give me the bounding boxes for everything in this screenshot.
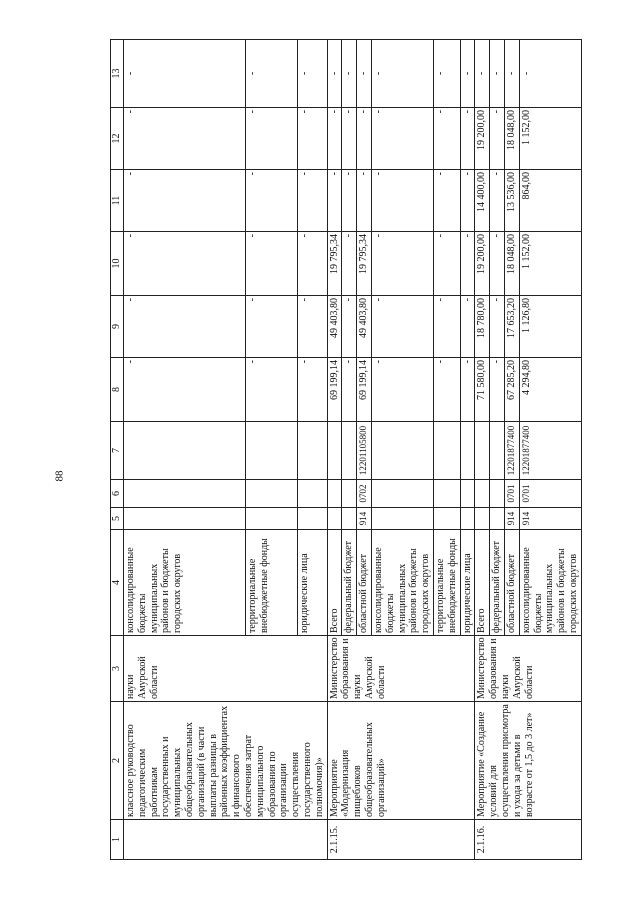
cell-c12: - — [327, 108, 342, 170]
cell-c12: - — [433, 108, 460, 170]
cell-c11: - — [357, 170, 372, 232]
cell-c11: - — [327, 170, 342, 232]
column-number: 13 — [111, 40, 124, 108]
cell-c8: - — [433, 358, 460, 422]
budget-table-sheet — [110, 40, 630, 860]
cell-c5 — [246, 508, 298, 530]
funding-source: Всего — [327, 530, 342, 636]
cell-c7 — [327, 422, 342, 480]
cell-c10: 19 795,34 — [357, 232, 372, 296]
cell-c5: 914 — [519, 508, 581, 530]
cell-c8: - — [298, 358, 327, 422]
cell-c7: 12201877400 — [504, 422, 519, 480]
cell-c10: - — [490, 232, 505, 296]
cell-c11: - — [342, 170, 357, 232]
cell-c5 — [433, 508, 460, 530]
cell-c13: - — [490, 40, 505, 108]
column-number: 1 — [111, 820, 124, 860]
cell-c5 — [475, 508, 490, 530]
column-number: 6 — [111, 480, 124, 508]
funding-source: консолидированные бюджеты муниципальных районов и бюджеты городских округов — [371, 530, 433, 636]
cell-c6 — [371, 480, 433, 508]
cell-c8: 69 199,14 — [357, 358, 372, 422]
cell-c10: 18 048,00 — [504, 232, 519, 296]
cell-c8: - — [490, 358, 505, 422]
cell-c8: 69 199,14 — [327, 358, 342, 422]
cell-c12: 19 200,00 — [475, 108, 490, 170]
column-number: 12 — [111, 108, 124, 170]
cell-c12: - — [460, 108, 475, 170]
cell-c7 — [342, 422, 357, 480]
cell-c8: - — [460, 358, 475, 422]
column-number: 11 — [111, 170, 124, 232]
funding-source: федеральный бюджет — [342, 530, 357, 636]
event-executor: Министерство образования и науки Амурской области — [475, 636, 581, 702]
cell-c9: 1 126,80 — [519, 296, 581, 358]
cell-c5 — [124, 508, 246, 530]
funding-source: областной бюджет — [357, 530, 372, 636]
cell-c10: - — [460, 232, 475, 296]
funding-source: консолидированные бюджеты муниципальных районов и бюджеты городских округов — [124, 530, 246, 636]
funding-source: территориальные внебюджетные фонды — [246, 530, 298, 636]
cell-c10: 19 795,34 — [327, 232, 342, 296]
event-number: 2.1.15. — [327, 820, 475, 860]
funding-source: юридические лица — [298, 530, 327, 636]
cell-c11: - — [298, 170, 327, 232]
cell-c8: - — [342, 358, 357, 422]
cell-c8: - — [124, 358, 246, 422]
cell-c10: - — [246, 232, 298, 296]
cell-c11: - — [124, 170, 246, 232]
table-row — [124, 40, 246, 860]
cell-c8: - — [371, 358, 433, 422]
cell-c12: 18 048,00 — [504, 108, 519, 170]
funding-source: Всего — [475, 530, 490, 636]
cell-c13: - — [246, 40, 298, 108]
cell-c11: 14 400,00 — [475, 170, 490, 232]
cell-c10: - — [298, 232, 327, 296]
cell-c5 — [460, 508, 475, 530]
cell-c10: - — [433, 232, 460, 296]
funding-source: областной бюджет — [504, 530, 519, 636]
cell-c11: 864,00 — [519, 170, 581, 232]
page-number: 88 — [53, 470, 66, 482]
cell-c9: - — [490, 296, 505, 358]
cell-c12: - — [298, 108, 327, 170]
cell-c5: 914 — [504, 508, 519, 530]
cell-c9: - — [246, 296, 298, 358]
column-number: 10 — [111, 232, 124, 296]
cell-c9: - — [342, 296, 357, 358]
column-number: 7 — [111, 422, 124, 480]
cell-c13: - — [504, 40, 519, 108]
table-row — [475, 40, 490, 860]
event-name: Мероприятие «Создание условий для осуществления присмотра и ухода за детьми в возрасте от 1,5 до 3 лет» — [475, 702, 581, 820]
cell-c6 — [460, 480, 475, 508]
column-number: 8 — [111, 358, 124, 422]
cell-c6: 0701 — [504, 480, 519, 508]
cell-c7 — [246, 422, 298, 480]
cell-c5 — [490, 508, 505, 530]
cell-c13: - — [519, 40, 581, 108]
cell-c11: 13 536,00 — [504, 170, 519, 232]
cell-c5 — [298, 508, 327, 530]
cell-c5 — [327, 508, 342, 530]
cell-c8: 71 580,00 — [475, 358, 490, 422]
cell-c9: 49 403,80 — [357, 296, 372, 358]
cell-c9: 49 403,80 — [327, 296, 342, 358]
event-name: классное руководство педагогическим работникам государственных и муниципальных общеобразовательных организаций (в части выплаты разницы в районных коэффициентах и финансового обеспечения затрат муниципального образования по организации осуществления государственного полномочия)» — [124, 702, 328, 820]
cell-c6 — [475, 480, 490, 508]
cell-c9: - — [371, 296, 433, 358]
cell-c7 — [298, 422, 327, 480]
column-number: 9 — [111, 296, 124, 358]
cell-c11: - — [371, 170, 433, 232]
cell-c10: 19 200,00 — [475, 232, 490, 296]
column-number: 3 — [111, 636, 124, 702]
funding-source: федеральный бюджет — [490, 530, 505, 636]
funding-source: территориальные внебюджетные фонды — [433, 530, 460, 636]
cell-c7 — [475, 422, 490, 480]
cell-c13: - — [433, 40, 460, 108]
cell-c5 — [342, 508, 357, 530]
cell-c11: - — [246, 170, 298, 232]
event-number: 2.1.16. — [475, 820, 581, 860]
cell-c11: - — [490, 170, 505, 232]
cell-c9: - — [124, 296, 246, 358]
cell-c13: - — [475, 40, 490, 108]
column-number: 4 — [111, 530, 124, 636]
cell-c12: - — [342, 108, 357, 170]
cell-c9: - — [433, 296, 460, 358]
budget-table — [110, 39, 582, 860]
funding-source: консолидированные бюджеты муниципальных районов и бюджеты городских округов — [519, 530, 581, 636]
cell-c6 — [433, 480, 460, 508]
cell-c11: - — [460, 170, 475, 232]
cell-c9: 18 780,00 — [475, 296, 490, 358]
cell-c13: - — [298, 40, 327, 108]
column-number-row — [111, 40, 124, 860]
cell-c13: - — [460, 40, 475, 108]
cell-c13: - — [357, 40, 372, 108]
event-executor: Министерство образования и науки Амурской области — [327, 636, 475, 702]
cell-c7 — [460, 422, 475, 480]
column-number: 5 — [111, 508, 124, 530]
cell-c10: - — [124, 232, 246, 296]
cell-c5 — [371, 508, 433, 530]
cell-c12: - — [490, 108, 505, 170]
cell-c6 — [327, 480, 342, 508]
cell-c7: 12201105800 — [357, 422, 372, 480]
cell-c9: 17 653,20 — [504, 296, 519, 358]
cell-c13: - — [371, 40, 433, 108]
event-name: Мероприятие «Модернизация пищеблоков общеобразовательных организаций» — [327, 702, 475, 820]
cell-c13: - — [327, 40, 342, 108]
cell-c5: 914 — [357, 508, 372, 530]
cell-c6 — [342, 480, 357, 508]
cell-c7 — [490, 422, 505, 480]
table-row — [327, 40, 342, 860]
cell-c6 — [246, 480, 298, 508]
cell-c12: 1 152,00 — [519, 108, 581, 170]
cell-c11: - — [433, 170, 460, 232]
cell-c6 — [124, 480, 246, 508]
cell-c12: - — [124, 108, 246, 170]
cell-c8: - — [246, 358, 298, 422]
cell-c6: 0701 — [519, 480, 581, 508]
cell-c7 — [371, 422, 433, 480]
cell-c7 — [433, 422, 460, 480]
cell-c8: 67 285,20 — [504, 358, 519, 422]
cell-c6 — [298, 480, 327, 508]
cell-c6 — [490, 480, 505, 508]
cell-c10: - — [342, 232, 357, 296]
cell-c9: - — [460, 296, 475, 358]
cell-c13: - — [124, 40, 246, 108]
cell-c7: 12201877400 — [519, 422, 581, 480]
cell-c12: - — [357, 108, 372, 170]
event-number — [124, 820, 328, 860]
column-number: 2 — [111, 702, 124, 820]
cell-c10: - — [371, 232, 433, 296]
event-executor: науки Амурской области — [124, 636, 328, 702]
cell-c12: - — [371, 108, 433, 170]
cell-c6: 0702 — [357, 480, 372, 508]
funding-source: юридические лица — [460, 530, 475, 636]
cell-c7 — [124, 422, 246, 480]
cell-c13: - — [342, 40, 357, 108]
cell-c9: - — [298, 296, 327, 358]
cell-c10: 1 152,00 — [519, 232, 581, 296]
cell-c8: 4 294,80 — [519, 358, 581, 422]
cell-c12: - — [246, 108, 298, 170]
